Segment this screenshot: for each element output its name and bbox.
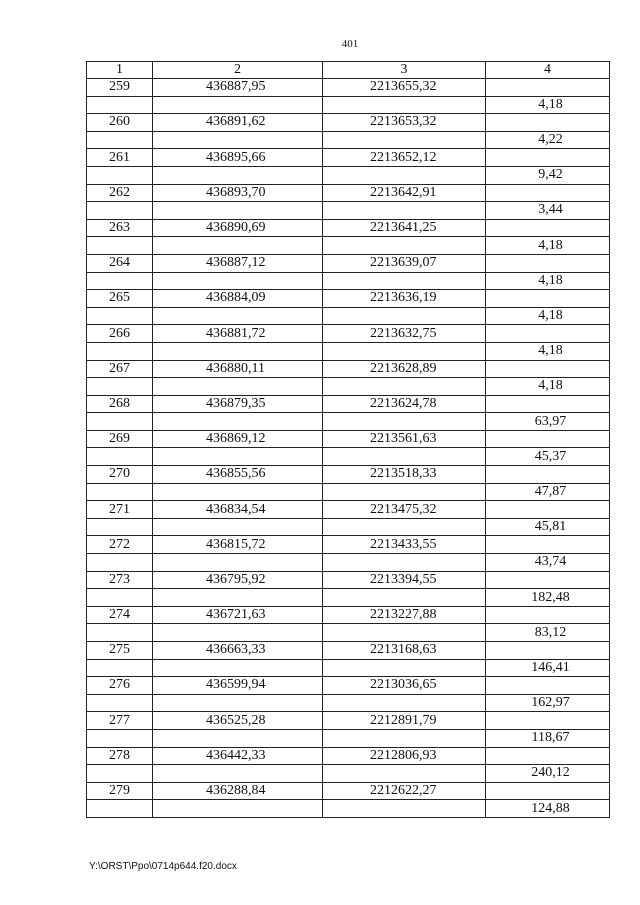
y-coordinate-cell: 2213632,75 — [323, 325, 486, 343]
point-number-cell: 270 — [87, 466, 153, 484]
distance-cell: 83,12 — [486, 624, 610, 642]
distance-empty-cell — [486, 606, 610, 624]
empty-cell — [323, 765, 486, 783]
empty-cell — [153, 518, 323, 536]
empty-cell — [323, 131, 486, 149]
point-number-cell: 279 — [87, 782, 153, 800]
point-number-cell: 276 — [87, 677, 153, 695]
column-header-1: 1 — [87, 62, 153, 79]
distance-cell: 182,48 — [486, 589, 610, 607]
empty-cell — [153, 483, 323, 501]
y-coordinate-cell: 2213475,32 — [323, 501, 486, 519]
table-row — [87, 800, 610, 818]
table-row — [87, 290, 610, 308]
table-row — [87, 149, 610, 167]
table-row — [87, 202, 610, 220]
empty-cell — [87, 202, 153, 220]
table-row — [87, 677, 610, 695]
distance-empty-cell — [486, 149, 610, 167]
empty-cell — [153, 659, 323, 677]
y-coordinate-cell: 2213036,65 — [323, 677, 486, 695]
empty-cell — [323, 518, 486, 536]
distance-empty-cell — [486, 290, 610, 308]
distance-empty-cell — [486, 219, 610, 237]
empty-cell — [153, 342, 323, 360]
y-coordinate-cell: 2212891,79 — [323, 712, 486, 730]
table-row — [87, 79, 610, 97]
point-number-cell: 269 — [87, 430, 153, 448]
y-coordinate-cell: 2213433,55 — [323, 536, 486, 554]
table-row — [87, 184, 610, 202]
y-coordinate-cell: 2213653,32 — [323, 114, 486, 132]
table-row — [87, 430, 610, 448]
table-row — [87, 712, 610, 730]
empty-cell — [87, 589, 153, 607]
empty-cell — [153, 800, 323, 818]
x-coordinate-cell: 436855,56 — [153, 466, 323, 484]
x-coordinate-cell: 436891,62 — [153, 114, 323, 132]
point-number-cell: 263 — [87, 219, 153, 237]
file-path-footer: Y:\ORST\Ppo\0714p644.f20.docx — [89, 861, 237, 872]
table-row — [87, 466, 610, 484]
point-number-cell: 264 — [87, 254, 153, 272]
x-coordinate-cell: 436880,11 — [153, 360, 323, 378]
distance-empty-cell — [486, 747, 610, 765]
table-row — [87, 413, 610, 431]
y-coordinate-cell: 2213518,33 — [323, 466, 486, 484]
table-row — [87, 96, 610, 114]
table-row — [87, 782, 610, 800]
table-row — [87, 378, 610, 396]
distance-cell: 4,18 — [486, 272, 610, 290]
table-row — [87, 659, 610, 677]
table-row — [87, 624, 610, 642]
x-coordinate-cell: 436879,35 — [153, 395, 323, 413]
table-row — [87, 342, 610, 360]
table-row — [87, 360, 610, 378]
x-coordinate-cell: 436721,63 — [153, 606, 323, 624]
column-header-4: 4 — [486, 62, 610, 79]
x-coordinate-cell: 436663,33 — [153, 642, 323, 660]
y-coordinate-cell: 2213639,07 — [323, 254, 486, 272]
table-row — [87, 114, 610, 132]
table-row — [87, 571, 610, 589]
page-number: 401 — [341, 38, 359, 50]
table-row — [87, 272, 610, 290]
table-row — [87, 765, 610, 783]
distance-cell: 45,81 — [486, 518, 610, 536]
empty-cell — [153, 624, 323, 642]
point-number-cell: 271 — [87, 501, 153, 519]
distance-empty-cell — [486, 360, 610, 378]
empty-cell — [87, 624, 153, 642]
empty-cell — [87, 131, 153, 149]
y-coordinate-cell: 2213561,63 — [323, 430, 486, 448]
point-number-cell: 260 — [87, 114, 153, 132]
x-coordinate-cell: 436288,84 — [153, 782, 323, 800]
empty-cell — [87, 800, 153, 818]
table-row — [87, 694, 610, 712]
empty-cell — [87, 659, 153, 677]
empty-cell — [87, 342, 153, 360]
empty-cell — [153, 765, 323, 783]
empty-cell — [323, 659, 486, 677]
distance-empty-cell — [486, 114, 610, 132]
empty-cell — [153, 272, 323, 290]
distance-empty-cell — [486, 501, 610, 519]
empty-cell — [153, 694, 323, 712]
empty-cell — [323, 342, 486, 360]
empty-cell — [87, 237, 153, 255]
distance-empty-cell — [486, 642, 610, 660]
empty-cell — [87, 518, 153, 536]
empty-cell — [87, 729, 153, 747]
x-coordinate-cell: 436890,69 — [153, 219, 323, 237]
distance-cell: 146,41 — [486, 659, 610, 677]
distance-cell: 4,22 — [486, 131, 610, 149]
empty-cell — [153, 589, 323, 607]
distance-cell: 9,42 — [486, 166, 610, 184]
coordinates-table — [86, 61, 610, 818]
distance-cell: 4,18 — [486, 378, 610, 396]
empty-cell — [323, 307, 486, 325]
x-coordinate-cell: 436869,12 — [153, 430, 323, 448]
x-coordinate-cell: 436895,66 — [153, 149, 323, 167]
empty-cell — [323, 483, 486, 501]
empty-cell — [87, 378, 153, 396]
empty-cell — [323, 166, 486, 184]
distance-cell: 3,44 — [486, 202, 610, 220]
distance-cell: 4,18 — [486, 237, 610, 255]
table-row — [87, 747, 610, 765]
empty-cell — [323, 624, 486, 642]
column-header-3: 3 — [323, 62, 486, 79]
empty-cell — [87, 483, 153, 501]
y-coordinate-cell: 2213655,32 — [323, 79, 486, 97]
point-number-cell: 268 — [87, 395, 153, 413]
point-number-cell: 259 — [87, 79, 153, 97]
empty-cell — [323, 96, 486, 114]
table-row — [87, 729, 610, 747]
distance-empty-cell — [486, 184, 610, 202]
table-row — [87, 307, 610, 325]
y-coordinate-cell: 2213652,12 — [323, 149, 486, 167]
empty-cell — [323, 378, 486, 396]
y-coordinate-cell: 2213642,91 — [323, 184, 486, 202]
table-row — [87, 448, 610, 466]
distance-empty-cell — [486, 677, 610, 695]
table-row — [87, 131, 610, 149]
table-row — [87, 325, 610, 343]
y-coordinate-cell: 2212806,93 — [323, 747, 486, 765]
empty-cell — [323, 202, 486, 220]
point-number-cell: 274 — [87, 606, 153, 624]
distance-cell: 4,18 — [486, 342, 610, 360]
table-row — [87, 554, 610, 572]
distance-empty-cell — [486, 395, 610, 413]
point-number-cell: 261 — [87, 149, 153, 167]
empty-cell — [87, 448, 153, 466]
y-coordinate-cell: 2213227,88 — [323, 606, 486, 624]
table-row — [87, 518, 610, 536]
table-row — [87, 395, 610, 413]
distance-empty-cell — [486, 466, 610, 484]
table-row — [87, 589, 610, 607]
point-number-cell: 278 — [87, 747, 153, 765]
empty-cell — [323, 589, 486, 607]
empty-cell — [87, 307, 153, 325]
empty-cell — [323, 237, 486, 255]
empty-cell — [87, 413, 153, 431]
table-row — [87, 237, 610, 255]
y-coordinate-cell: 2213168,63 — [323, 642, 486, 660]
distance-cell: 47,87 — [486, 483, 610, 501]
y-coordinate-cell: 2212622,27 — [323, 782, 486, 800]
distance-empty-cell — [486, 430, 610, 448]
table-row — [87, 606, 610, 624]
table-row — [87, 254, 610, 272]
empty-cell — [323, 729, 486, 747]
distance-cell: 162,97 — [486, 694, 610, 712]
distance-cell: 63,97 — [486, 413, 610, 431]
empty-cell — [87, 554, 153, 572]
distance-empty-cell — [486, 571, 610, 589]
y-coordinate-cell: 2213641,25 — [323, 219, 486, 237]
table-row — [87, 501, 610, 519]
point-number-cell: 262 — [87, 184, 153, 202]
distance-cell: 240,12 — [486, 765, 610, 783]
distance-empty-cell — [486, 325, 610, 343]
y-coordinate-cell: 2213628,89 — [323, 360, 486, 378]
point-number-cell: 277 — [87, 712, 153, 730]
empty-cell — [323, 694, 486, 712]
empty-cell — [153, 554, 323, 572]
point-number-cell: 273 — [87, 571, 153, 589]
point-number-cell: 275 — [87, 642, 153, 660]
y-coordinate-cell: 2213636,19 — [323, 290, 486, 308]
empty-cell — [87, 96, 153, 114]
x-coordinate-cell: 436881,72 — [153, 325, 323, 343]
point-number-cell: 265 — [87, 290, 153, 308]
column-header-2: 2 — [153, 62, 323, 79]
empty-cell — [323, 448, 486, 466]
distance-cell: 4,18 — [486, 96, 610, 114]
empty-cell — [153, 202, 323, 220]
empty-cell — [323, 272, 486, 290]
empty-cell — [153, 166, 323, 184]
x-coordinate-cell: 436442,33 — [153, 747, 323, 765]
y-coordinate-cell: 2213624,78 — [323, 395, 486, 413]
table-row — [87, 219, 610, 237]
x-coordinate-cell: 436795,92 — [153, 571, 323, 589]
table-row — [87, 483, 610, 501]
empty-cell — [153, 448, 323, 466]
empty-cell — [87, 272, 153, 290]
x-coordinate-cell: 436884,09 — [153, 290, 323, 308]
point-number-cell: 266 — [87, 325, 153, 343]
distance-cell: 4,18 — [486, 307, 610, 325]
table-row — [87, 642, 610, 660]
point-number-cell: 272 — [87, 536, 153, 554]
point-number-cell: 267 — [87, 360, 153, 378]
distance-empty-cell — [486, 79, 610, 97]
table-row — [87, 536, 610, 554]
empty-cell — [153, 131, 323, 149]
x-coordinate-cell: 436599,94 — [153, 677, 323, 695]
empty-cell — [87, 694, 153, 712]
distance-cell: 124,88 — [486, 800, 610, 818]
x-coordinate-cell: 436525,28 — [153, 712, 323, 730]
x-coordinate-cell: 436815,72 — [153, 536, 323, 554]
x-coordinate-cell: 436834,54 — [153, 501, 323, 519]
distance-empty-cell — [486, 254, 610, 272]
empty-cell — [153, 237, 323, 255]
x-coordinate-cell: 436887,12 — [153, 254, 323, 272]
empty-cell — [153, 96, 323, 114]
table-header-row — [87, 62, 610, 79]
distance-empty-cell — [486, 712, 610, 730]
distance-empty-cell — [486, 536, 610, 554]
table-body — [87, 79, 610, 818]
empty-cell — [323, 554, 486, 572]
empty-cell — [153, 307, 323, 325]
empty-cell — [87, 166, 153, 184]
distance-empty-cell — [486, 782, 610, 800]
distance-cell: 118,67 — [486, 729, 610, 747]
distance-cell: 45,37 — [486, 448, 610, 466]
y-coordinate-cell: 2213394,55 — [323, 571, 486, 589]
table-row — [87, 166, 610, 184]
empty-cell — [323, 800, 486, 818]
empty-cell — [323, 413, 486, 431]
x-coordinate-cell: 436893,70 — [153, 184, 323, 202]
empty-cell — [87, 765, 153, 783]
x-coordinate-cell: 436887,95 — [153, 79, 323, 97]
empty-cell — [153, 378, 323, 396]
empty-cell — [153, 729, 323, 747]
empty-cell — [153, 413, 323, 431]
distance-cell: 43,74 — [486, 554, 610, 572]
